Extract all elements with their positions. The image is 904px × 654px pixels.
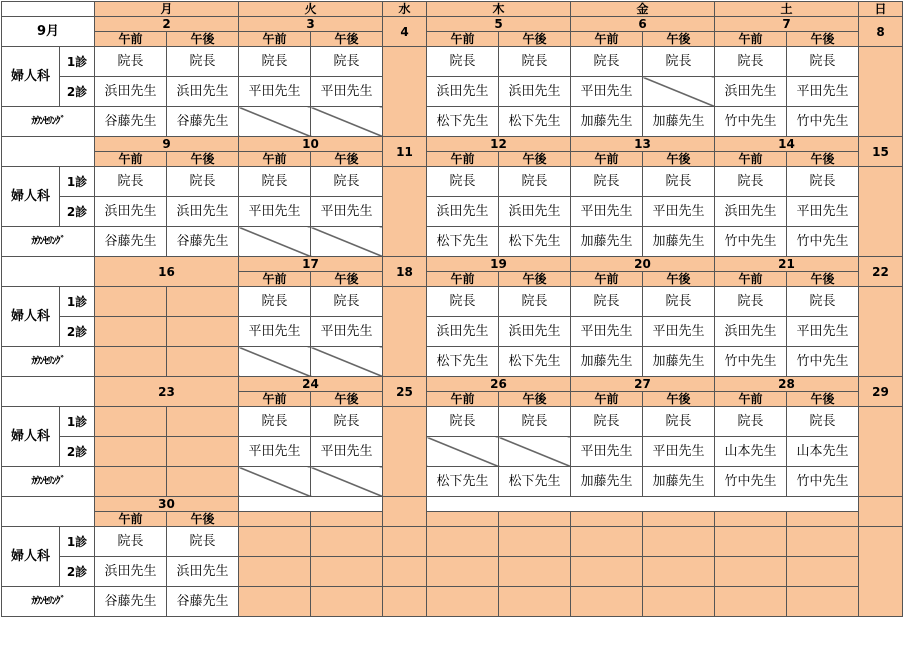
date-mon: 23: [95, 377, 239, 407]
doctor-cell: 院長: [787, 407, 859, 437]
doctor-cell: 院長: [643, 287, 715, 317]
closed-cell: [167, 347, 239, 377]
date-tue: 17: [239, 257, 383, 272]
first-exam-label: 1診: [60, 407, 95, 437]
closed-cell: [499, 557, 571, 587]
doctor-cell: 院長: [499, 167, 571, 197]
closed-cell: [499, 587, 571, 617]
doctor-cell: 院長: [239, 47, 311, 77]
doctor-cell: 平田先生: [239, 197, 311, 227]
closed-cell: [167, 287, 239, 317]
closed-cell: [167, 437, 239, 467]
second-exam-label: 2診: [60, 197, 95, 227]
doctor-cell: 松下先生: [427, 227, 499, 257]
weekday-header: 火: [239, 2, 383, 17]
date-mon: 16: [95, 257, 239, 287]
doctor-cell: 院長: [167, 167, 239, 197]
date-thu: 12: [427, 137, 571, 152]
date-sun: 29: [859, 377, 903, 407]
am-label: 午前: [427, 152, 499, 167]
doctor-cell: 浜田先生: [95, 77, 167, 107]
closed-cell: [383, 527, 427, 557]
empty: [239, 497, 383, 512]
doctor-cell: 院長: [239, 407, 311, 437]
schedule-table: [1, 1, 903, 617]
doctor-cell: 加藤先生: [571, 107, 643, 137]
closed-cell: [787, 527, 859, 557]
closed-cell: [95, 467, 167, 497]
first-exam-label: 1診: [60, 527, 95, 557]
counseling-label: ｶｳﾝｾﾘﾝｸﾞ: [2, 587, 95, 617]
pm-label: 午後: [499, 152, 571, 167]
date-mon: 9: [95, 137, 239, 152]
pm-label: 午後: [167, 32, 239, 47]
empty: [311, 512, 383, 527]
closed-cell: [95, 347, 167, 377]
date-mon: 2: [95, 17, 239, 32]
doctor-cell: 院長: [311, 287, 383, 317]
second-exam-label: 2診: [60, 77, 95, 107]
am-label: 午前: [95, 32, 167, 47]
doctor-cell: 浜田先生: [715, 197, 787, 227]
doctor-cell: 平田先生: [571, 317, 643, 347]
doctor-cell: 平田先生: [311, 317, 383, 347]
doctor-cell: 院長: [167, 47, 239, 77]
doctor-cell: 院長: [643, 47, 715, 77]
pm-label: 午後: [643, 152, 715, 167]
doctor-cell: 浜田先生: [715, 77, 787, 107]
doctor-cell: 平田先生: [571, 437, 643, 467]
no-session-cell: [239, 347, 311, 377]
second-exam-label: 2診: [60, 557, 95, 587]
doctor-cell: 加藤先生: [643, 227, 715, 257]
corner-cell: [2, 257, 95, 287]
closed-cell: [167, 407, 239, 437]
date-sun: 8: [859, 17, 903, 47]
doctor-cell: 院長: [571, 407, 643, 437]
closed-cell: [167, 317, 239, 347]
doctor-cell: 院長: [427, 287, 499, 317]
date-fri: 27: [571, 377, 715, 392]
counseling-label: ｶｳﾝｾﾘﾝｸﾞ: [2, 347, 95, 377]
corner-cell: [2, 2, 95, 17]
am-label: 午前: [427, 392, 499, 407]
sun-closed: [859, 287, 903, 377]
pm-label: 午後: [787, 152, 859, 167]
doctor-cell: 平田先生: [643, 317, 715, 347]
am-label: 午前: [715, 32, 787, 47]
pm-label: 午後: [499, 272, 571, 287]
doctor-cell: 平田先生: [787, 317, 859, 347]
doctor-cell: 山本先生: [715, 437, 787, 467]
doctor-cell: 浜田先生: [427, 77, 499, 107]
first-exam-label: 1診: [60, 287, 95, 317]
wed-closed: [383, 47, 427, 137]
date-tue: 3: [239, 17, 383, 32]
doctor-cell: 平田先生: [571, 197, 643, 227]
doctor-cell: 平田先生: [787, 197, 859, 227]
doctor-cell: 平田先生: [643, 437, 715, 467]
doctor-cell: 院長: [715, 287, 787, 317]
empty: [427, 497, 859, 512]
doctor-cell: 平田先生: [239, 437, 311, 467]
pm-label: 午後: [499, 392, 571, 407]
closed-cell: [643, 527, 715, 557]
doctor-cell: 院長: [715, 167, 787, 197]
doctor-cell: 竹中先生: [787, 227, 859, 257]
doctor-cell: 加藤先生: [643, 107, 715, 137]
date-sun: 22: [859, 257, 903, 287]
doctor-cell: 松下先生: [427, 107, 499, 137]
closed-cell: [95, 317, 167, 347]
doctor-cell: 院長: [787, 167, 859, 197]
pm-label: 午後: [643, 32, 715, 47]
pm-label: 午後: [787, 272, 859, 287]
closed-cell: [571, 587, 643, 617]
doctor-cell: 竹中先生: [715, 347, 787, 377]
pm-label: 午後: [311, 32, 383, 47]
am-label: 午前: [427, 32, 499, 47]
closed-cell: [427, 587, 499, 617]
month-label: 9月: [2, 17, 95, 47]
no-session-cell: [311, 227, 383, 257]
corner-cell: [2, 377, 95, 407]
am-label: 午前: [571, 392, 643, 407]
empty: [571, 512, 643, 527]
empty: [427, 512, 499, 527]
date-sat: 28: [715, 377, 859, 392]
pm-label: 午後: [167, 512, 239, 527]
no-session-cell: [643, 77, 715, 107]
closed-cell: [643, 557, 715, 587]
doctor-cell: 浜田先生: [499, 317, 571, 347]
doctor-cell: 加藤先生: [571, 347, 643, 377]
am-label: 午前: [239, 152, 311, 167]
am-label: 午前: [239, 32, 311, 47]
counseling-label: ｶｳﾝｾﾘﾝｸﾞ: [2, 467, 95, 497]
am-label: 午前: [571, 152, 643, 167]
date-tue: 24: [239, 377, 383, 392]
date-tue: 10: [239, 137, 383, 152]
pm-label: 午後: [643, 272, 715, 287]
date-wed: 18: [383, 257, 427, 287]
closed-cell: [95, 437, 167, 467]
doctor-cell: 院長: [427, 407, 499, 437]
wed-closed: [383, 407, 427, 497]
first-exam-label: 1診: [60, 47, 95, 77]
doctor-cell: 竹中先生: [787, 107, 859, 137]
doctor-cell: 浜田先生: [715, 317, 787, 347]
doctor-cell: 浜田先生: [167, 557, 239, 587]
doctor-cell: 院長: [95, 167, 167, 197]
doctor-cell: 加藤先生: [571, 467, 643, 497]
doctor-cell: 院長: [311, 167, 383, 197]
date-sat: 21: [715, 257, 859, 272]
doctor-cell: 院長: [787, 287, 859, 317]
doctor-cell: 院長: [787, 47, 859, 77]
doctor-cell: 谷藤先生: [167, 227, 239, 257]
no-session-cell: [239, 467, 311, 497]
am-label: 午前: [95, 152, 167, 167]
weekday-header: 金: [571, 2, 715, 17]
closed-cell: [239, 587, 311, 617]
empty: [715, 512, 787, 527]
weekday-header: 月: [95, 2, 239, 17]
doctor-cell: 谷藤先生: [95, 587, 167, 617]
doctor-cell: 院長: [95, 527, 167, 557]
counseling-label: ｶｳﾝｾﾘﾝｸﾞ: [2, 107, 95, 137]
empty: [643, 512, 715, 527]
no-session-cell: [239, 227, 311, 257]
pm-label: 午後: [311, 152, 383, 167]
doctor-cell: 竹中先生: [787, 347, 859, 377]
pm-label: 午後: [787, 392, 859, 407]
second-exam-label: 2診: [60, 437, 95, 467]
sun-closed: [859, 407, 903, 497]
closed-cell: [239, 557, 311, 587]
pm-label: 午後: [311, 272, 383, 287]
am-label: 午前: [571, 32, 643, 47]
doctor-cell: 平田先生: [311, 77, 383, 107]
doctor-cell: 浜田先生: [95, 197, 167, 227]
doctor-cell: 浜田先生: [167, 77, 239, 107]
sun-closed: [859, 167, 903, 257]
date-fri: 13: [571, 137, 715, 152]
empty: [239, 512, 311, 527]
weekday-header: 水: [383, 2, 427, 17]
date-thu: 5: [427, 17, 571, 32]
closed-cell: [715, 527, 787, 557]
corner-cell: [2, 137, 95, 167]
doctor-cell: 松下先生: [499, 467, 571, 497]
date-sat: 14: [715, 137, 859, 152]
am-label: 午前: [571, 272, 643, 287]
doctor-cell: 松下先生: [499, 347, 571, 377]
doctor-cell: 谷藤先生: [167, 107, 239, 137]
am-label: 午前: [715, 152, 787, 167]
doctor-cell: 院長: [643, 167, 715, 197]
doctor-cell: 谷藤先生: [167, 587, 239, 617]
empty: [787, 512, 859, 527]
date-mon: 30: [95, 497, 239, 512]
date-wed: 4: [383, 17, 427, 47]
doctor-cell: 谷藤先生: [95, 107, 167, 137]
corner-cell: [2, 497, 95, 527]
doctor-cell: 松下先生: [427, 467, 499, 497]
no-session-cell: [427, 437, 499, 467]
weekday-header: 土: [715, 2, 859, 17]
doctor-cell: 竹中先生: [715, 227, 787, 257]
doctor-cell: 院長: [427, 47, 499, 77]
closed-cell: [715, 587, 787, 617]
doctor-cell: 院長: [571, 167, 643, 197]
date-sun: 15: [859, 137, 903, 167]
doctor-cell: 院長: [499, 407, 571, 437]
doctor-cell: 竹中先生: [787, 467, 859, 497]
am-label: 午前: [715, 272, 787, 287]
doctor-cell: 平田先生: [239, 317, 311, 347]
dept-label: 婦人科: [2, 167, 60, 227]
closed-cell: [427, 527, 499, 557]
closed-cell: [95, 287, 167, 317]
dept-label: 婦人科: [2, 407, 60, 467]
closed-cell: [383, 587, 427, 617]
no-session-cell: [499, 437, 571, 467]
closed-cell: [787, 557, 859, 587]
date-sat: 7: [715, 17, 859, 32]
doctor-cell: 加藤先生: [643, 467, 715, 497]
closed-cell: [643, 587, 715, 617]
doctor-cell: 院長: [427, 167, 499, 197]
pm-label: 午後: [499, 32, 571, 47]
date-fri: 6: [571, 17, 715, 32]
doctor-cell: 院長: [311, 47, 383, 77]
dept-label: 婦人科: [2, 47, 60, 107]
closed-cell: [499, 527, 571, 557]
doctor-cell: 浜田先生: [95, 557, 167, 587]
pm-label: 午後: [643, 392, 715, 407]
am-label: 午前: [95, 512, 167, 527]
doctor-cell: 院長: [715, 407, 787, 437]
no-session-cell: [311, 347, 383, 377]
doctor-cell: 平田先生: [311, 197, 383, 227]
am-label: 午前: [239, 272, 311, 287]
dept-label: 婦人科: [2, 527, 60, 587]
doctor-cell: 加藤先生: [571, 227, 643, 257]
doctor-cell: 院長: [499, 47, 571, 77]
doctor-cell: 院長: [715, 47, 787, 77]
doctor-cell: 松下先生: [499, 227, 571, 257]
doctor-cell: 松下先生: [499, 107, 571, 137]
doctor-cell: 院長: [239, 167, 311, 197]
am-label: 午前: [427, 272, 499, 287]
no-session-cell: [311, 107, 383, 137]
empty: [859, 497, 903, 527]
doctor-cell: 竹中先生: [715, 467, 787, 497]
date-wed: 11: [383, 137, 427, 167]
doctor-cell: 院長: [239, 287, 311, 317]
doctor-cell: 浜田先生: [427, 317, 499, 347]
dept-label: 婦人科: [2, 287, 60, 347]
pm-label: 午後: [787, 32, 859, 47]
doctor-cell: 加藤先生: [643, 347, 715, 377]
pm-label: 午後: [311, 392, 383, 407]
doctor-cell: 竹中先生: [715, 107, 787, 137]
doctor-cell: 山本先生: [787, 437, 859, 467]
sun-closed: [859, 47, 903, 137]
doctor-cell: 平田先生: [311, 437, 383, 467]
doctor-cell: 院長: [95, 47, 167, 77]
weekday-header: 日: [859, 2, 903, 17]
sun-closed: [859, 527, 903, 617]
no-session-cell: [311, 467, 383, 497]
first-exam-label: 1診: [60, 167, 95, 197]
doctor-cell: 平田先生: [571, 77, 643, 107]
closed-cell: [95, 407, 167, 437]
pm-label: 午後: [167, 152, 239, 167]
date-thu: 26: [427, 377, 571, 392]
closed-cell: [715, 557, 787, 587]
doctor-cell: 浜田先生: [427, 197, 499, 227]
am-label: 午前: [239, 392, 311, 407]
doctor-cell: 平田先生: [643, 197, 715, 227]
no-session-cell: [239, 107, 311, 137]
doctor-cell: 浜田先生: [167, 197, 239, 227]
am-label: 午前: [715, 392, 787, 407]
doctor-cell: 松下先生: [427, 347, 499, 377]
closed-cell: [571, 527, 643, 557]
closed-cell: [383, 557, 427, 587]
doctor-cell: 院長: [571, 287, 643, 317]
closed-cell: [167, 467, 239, 497]
closed-cell: [427, 557, 499, 587]
doctor-cell: 平田先生: [787, 77, 859, 107]
closed-cell: [571, 557, 643, 587]
doctor-cell: 院長: [571, 47, 643, 77]
date-thu: 19: [427, 257, 571, 272]
date-wed: 25: [383, 377, 427, 407]
closed-cell: [239, 527, 311, 557]
doctor-cell: 院長: [311, 407, 383, 437]
closed-cell: [311, 527, 383, 557]
doctor-cell: 浜田先生: [499, 77, 571, 107]
closed-cell: [311, 587, 383, 617]
weekday-header: 木: [427, 2, 571, 17]
doctor-cell: 院長: [643, 407, 715, 437]
second-exam-label: 2診: [60, 317, 95, 347]
closed-cell: [787, 587, 859, 617]
date-fri: 20: [571, 257, 715, 272]
doctor-cell: 平田先生: [239, 77, 311, 107]
empty: [383, 497, 427, 527]
closed-cell: [311, 557, 383, 587]
doctor-cell: 谷藤先生: [95, 227, 167, 257]
wed-closed: [383, 287, 427, 377]
doctor-cell: 院長: [499, 287, 571, 317]
counseling-label: ｶｳﾝｾﾘﾝｸﾞ: [2, 227, 95, 257]
wed-closed: [383, 167, 427, 257]
doctor-cell: 院長: [167, 527, 239, 557]
doctor-cell: 浜田先生: [499, 197, 571, 227]
empty: [499, 512, 571, 527]
